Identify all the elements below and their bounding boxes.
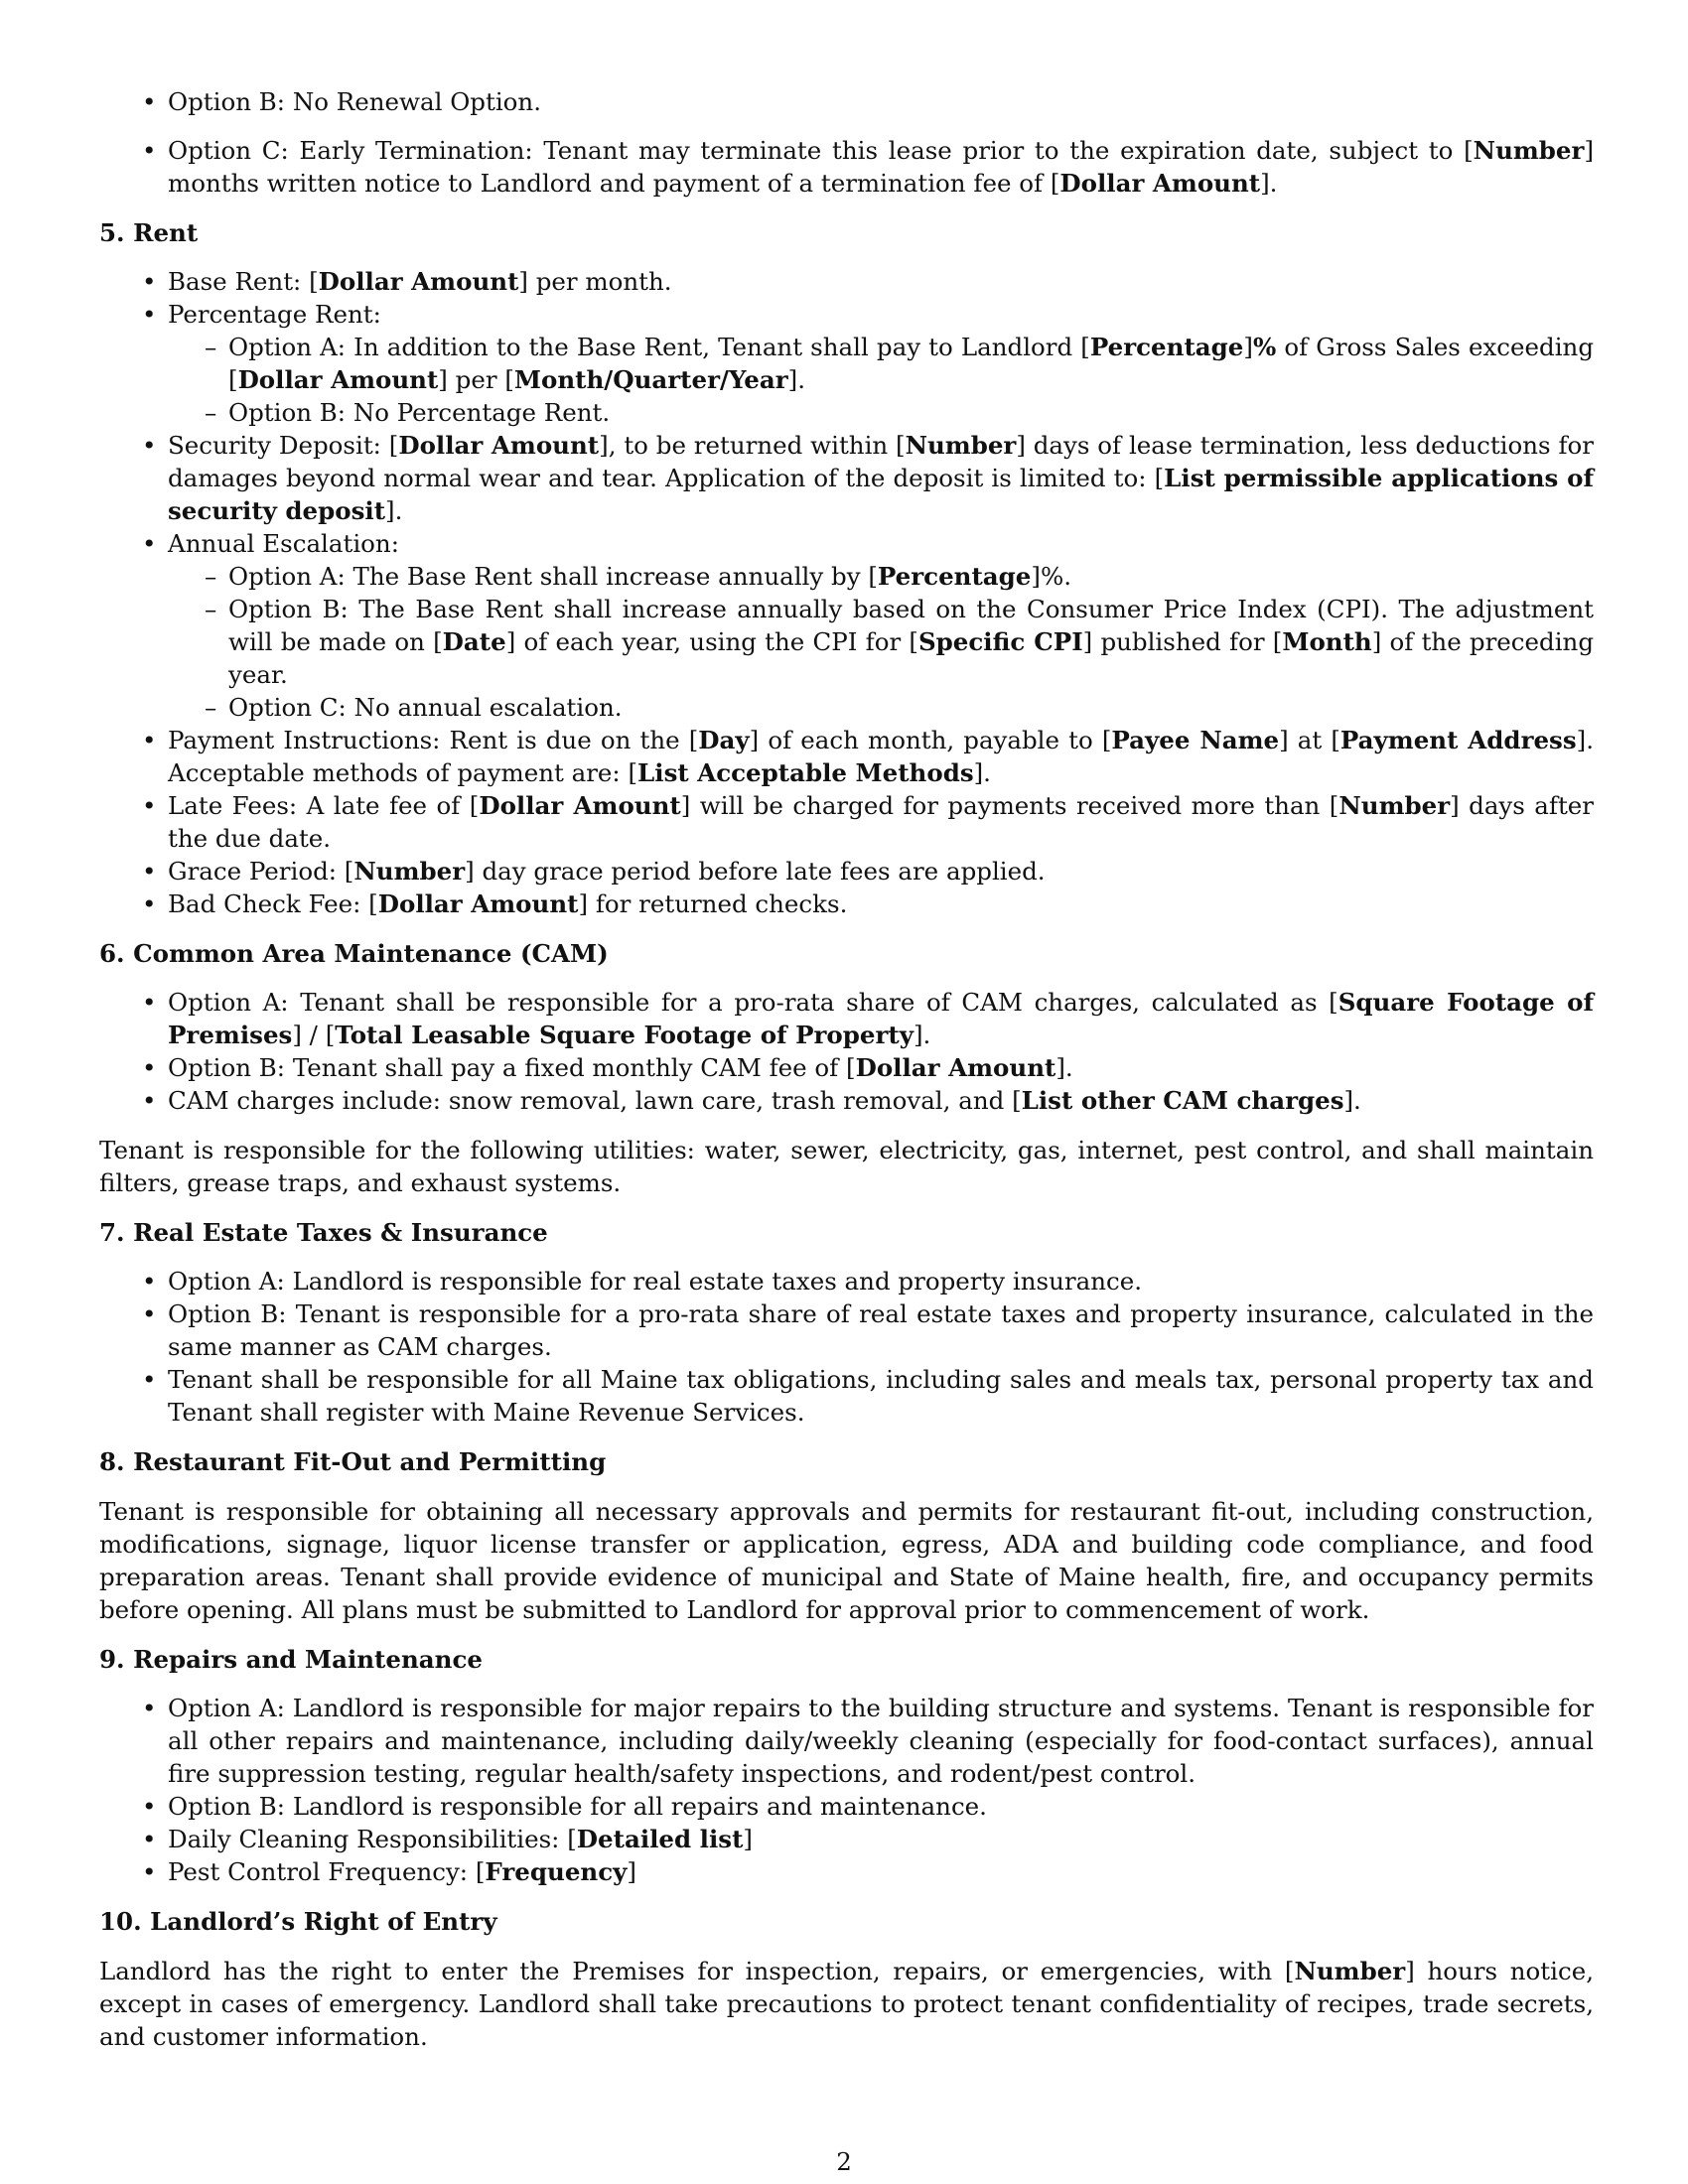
- section-heading-repairs: 9. Repairs and Maintenance: [99, 1645, 483, 1674]
- percentage-rent-option-b: – Option B: No Percentage Rent.: [99, 396, 1594, 429]
- placeholder-dollar-amount: Dollar Amount: [1059, 169, 1261, 198]
- escalation-option-a: – Option A: The Base Rent shall increase annually by [Percentage]%.: [99, 560, 1594, 593]
- percentage-rent-item: • Percentage Rent: – Option A: In addition to the Base Rent, Tenant shall pay to Landlord [Percentage]% of Gross Sales exceeding [Dollar Amount] per [Month/Quarter/Year]. – Option B: No Percentage Rent.: [99, 298, 1594, 429]
- bad-check-fee-item: • Bad Check Fee: [Dollar Amount] for returned checks.: [99, 887, 1594, 920]
- taxes-option-b: • Option B: Tenant is responsible for a pro-rata share of real estate taxes and property insurance, calculated in the same manner as CAM charges.: [99, 1297, 1594, 1363]
- annual-escalation-item: • Annual Escalation: – Option A: The Base Rent shall increase annually by [Percentage]%. – Option B: The Base Rent shall increase annually based on the Consumer Price Index (CPI). The adjustment will be made on [Date] of each year, using the CPI for [Specific CPI] published for [Month] of the preceding year. – Option C: No annual escalation.: [99, 527, 1594, 724]
- section-4-options: [99, 85, 1594, 200]
- security-deposit-item: • Security Deposit: [Dollar Amount], to be returned within [Number] days of lease termination, less deductions for damages beyond normal wear and tear. Application of the deposit is limited to: [List permissible applications of security deposit].: [99, 429, 1594, 527]
- cam-list: [99, 986, 1594, 1117]
- taxes-list: [99, 1265, 1594, 1429]
- rent-list: [99, 265, 1594, 920]
- right-of-entry-paragraph: Landlord has the right to enter the Premises for inspection, repairs, or emergencies, with [Number] hours notice, except in cases of emergency. Landlord shall take precautions to protect tenant confidentiality of recipes, trade secrets, and customer information.: [99, 1957, 1594, 2051]
- escalation-option-b: – Option B: The Base Rent shall increase annually based on the Consumer Price Index (CPI). The adjustment will be made on [Date] of each year, using the CPI for [Specific CPI] published for [Month] of the preceding year.: [99, 593, 1594, 691]
- section-heading-taxes-insurance: 7. Real Estate Taxes & Insurance: [99, 1218, 548, 1247]
- payment-instructions-item: • Payment Instructions: Rent is due on the [Day] of each month, payable to [Payee Name] at [Payment Address]. Acceptable methods of payment are: [List Acceptable Methods].: [99, 724, 1594, 789]
- taxes-option-a: • Option A: Landlord is responsible for real estate taxes and property insurance.: [99, 1265, 1594, 1297]
- base-rent-item: • Base Rent: [Dollar Amount] per month.: [99, 265, 1594, 298]
- placeholder-number: Number: [1473, 136, 1585, 165]
- section-heading-fit-out: 8. Restaurant Fit-Out and Permitting: [99, 1447, 607, 1476]
- document-page: [99, 85, 1594, 2069]
- daily-cleaning-item: • Daily Cleaning Responsibilities: [Detailed list]: [99, 1823, 1594, 1855]
- cam-charges-include: • CAM charges include: snow removal, lawn care, trash removal, and [List other CAM charges].: [99, 1084, 1594, 1117]
- cam-option-a: • Option A: Tenant shall be responsible for a pro-rata share of CAM charges, calculated as [Square Footage of Premises] / [Total Leasable Square Footage of Property].: [99, 986, 1594, 1051]
- section-heading-cam: 6. Common Area Maintenance (CAM): [99, 939, 609, 968]
- pest-control-item: • Pest Control Frequency: [Frequency]: [99, 1855, 1594, 1888]
- section-heading-right-of-entry: 10. Landlord’s Right of Entry: [99, 1907, 497, 1936]
- percentage-rent-option-a: – Option A: In addition to the Base Rent, Tenant shall pay to Landlord [Percentage]% of Gross Sales exceeding [Dollar Amount] per [Month/Quarter/Year].: [99, 331, 1594, 396]
- grace-period-item: • Grace Period: [Number] day grace period before late fees are applied.: [99, 855, 1594, 887]
- repairs-option-b: • Option B: Landlord is responsible for all repairs and maintenance.: [99, 1790, 1594, 1823]
- maine-tax-obligations: • Tenant shall be responsible for all Maine tax obligations, including sales and meals tax, personal property tax and Tenant shall register with Maine Revenue Services.: [99, 1363, 1594, 1429]
- repairs-list: [99, 1692, 1594, 1888]
- late-fees-item: • Late Fees: A late fee of [Dollar Amount] will be charged for payments received more than [Number] days after the due date.: [99, 789, 1594, 855]
- option-c-early-termination: • Option C: Early Termination: Tenant may terminate this lease prior to the expiration date, subject to [Number] months written notice to Landlord and payment of a termination fee of [Dollar Amount].: [99, 134, 1594, 200]
- option-b-no-renewal: • Option B: No Renewal Option.: [99, 85, 1594, 118]
- percentage-rent-options: [168, 331, 1594, 429]
- cam-option-b: • Option B: Tenant shall pay a fixed monthly CAM fee of [Dollar Amount].: [99, 1051, 1594, 1084]
- utilities-paragraph: Tenant is responsible for the following utilities: water, sewer, electricity, gas, internet, pest control, and shall maintain filters, grease traps, and exhaust systems.: [99, 1136, 1594, 1197]
- escalation-option-c: – Option C: No annual escalation.: [99, 691, 1594, 724]
- repairs-option-a: • Option A: Landlord is responsible for major repairs to the building structure and systems. Tenant is responsible for all other repairs and maintenance, including daily/weekly cleaning (especially for food-contact surfaces), annual fire suppression testing, regular health/safety inspections, and rodent/pest control.: [99, 1692, 1594, 1790]
- escalation-options: [168, 560, 1594, 724]
- section-heading-rent: 5. Rent: [99, 218, 199, 247]
- fit-out-paragraph: Tenant is responsible for obtaining all necessary approvals and permits for restaurant fit-out, including construction, modifications, signage, liquor license transfer or application, egress, ADA and building code compliance, and food preparation areas. Tenant shall provide evidence of municipal and State of Maine health, fire, and occupancy permits before opening. All plans must be submitted to Landlord for approval prior to commencement of work.: [99, 1497, 1594, 1624]
- page-number: 2: [836, 2147, 852, 2176]
